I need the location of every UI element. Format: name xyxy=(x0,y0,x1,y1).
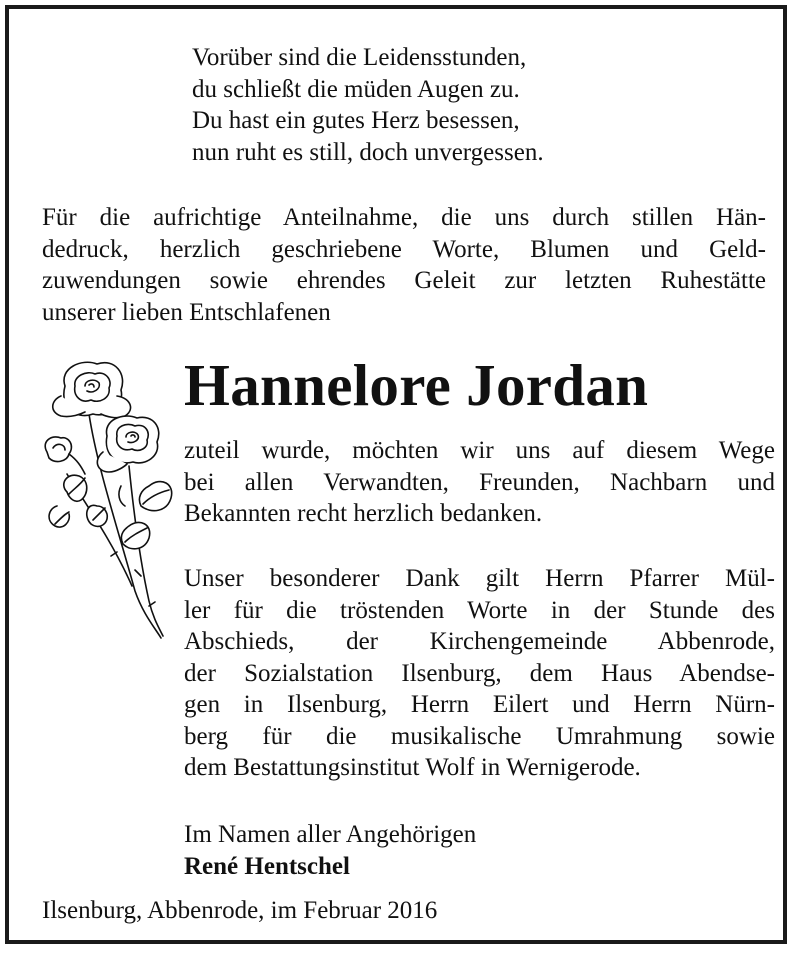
signatory-name: René Hentschel xyxy=(184,852,350,880)
thanks-line: bei allen Verwandten, Freunden, Nachbarn und xyxy=(184,468,775,496)
thanks-paragraph xyxy=(184,435,775,530)
special-thanks-paragraph xyxy=(184,563,775,784)
special-thanks-line: gen in Ilsenburg, Herrn Eilert und Herrn Nürn- xyxy=(184,691,775,718)
rose-illustration-icon xyxy=(37,356,177,646)
special-thanks-line: berg für die musikalische Umrahmung sowie xyxy=(184,722,775,750)
intro-line: Für die aufrichtige Anteilnahme, die uns durch stillen Hän- xyxy=(42,204,766,231)
intro-paragraph xyxy=(42,202,766,328)
special-thanks-line: der Sozialstation Ilsenburg, dem Haus Abendse- xyxy=(184,659,775,687)
poem-line: Vorüber sind die Leidensstunden, xyxy=(192,44,527,71)
thanks-line: Bekannten recht herzlich bedanken. xyxy=(184,500,543,527)
intro-line: zuwendungen sowie ehrendes Geleit zur letzten Ruhestätte xyxy=(42,267,766,294)
intro-line: dedruck, herzlich geschriebene Worte, Blumen und Geld- xyxy=(42,235,766,263)
special-thanks-line: Unser besonderer Dank gilt Herrn Pfarrer Mül- xyxy=(184,565,775,592)
poem xyxy=(192,42,544,168)
special-thanks-line: dem Bestattungsinstitut Wolf in Wernigerode. xyxy=(184,754,641,781)
closing-block xyxy=(184,819,476,882)
special-thanks-line: Abschieds, der Kirchengemeinde Abbenrode, xyxy=(184,628,775,655)
intro-line: unserer lieben Entschlafenen xyxy=(42,298,331,326)
place-date: Ilsenburg, Abbenrode, im Februar 2016 xyxy=(42,897,438,924)
notice-frame xyxy=(5,5,787,944)
deceased-name: Hannelore Jordan xyxy=(184,352,649,418)
thanks-line: zuteil wurde, möchten wir uns auf diesem Wege xyxy=(184,437,775,464)
poem-line: Du hast ein gutes Herz besessen, xyxy=(192,107,520,134)
poem-line: nun ruht es still, doch unvergessen. xyxy=(192,138,544,166)
thank-you-notice xyxy=(9,9,783,940)
closing-line: Im Namen aller Angehörigen xyxy=(184,821,477,848)
poem-line: du schließt die müden Augen zu. xyxy=(192,75,520,103)
special-thanks-line: ler für die tröstenden Worte in der Stunde des xyxy=(184,596,775,624)
